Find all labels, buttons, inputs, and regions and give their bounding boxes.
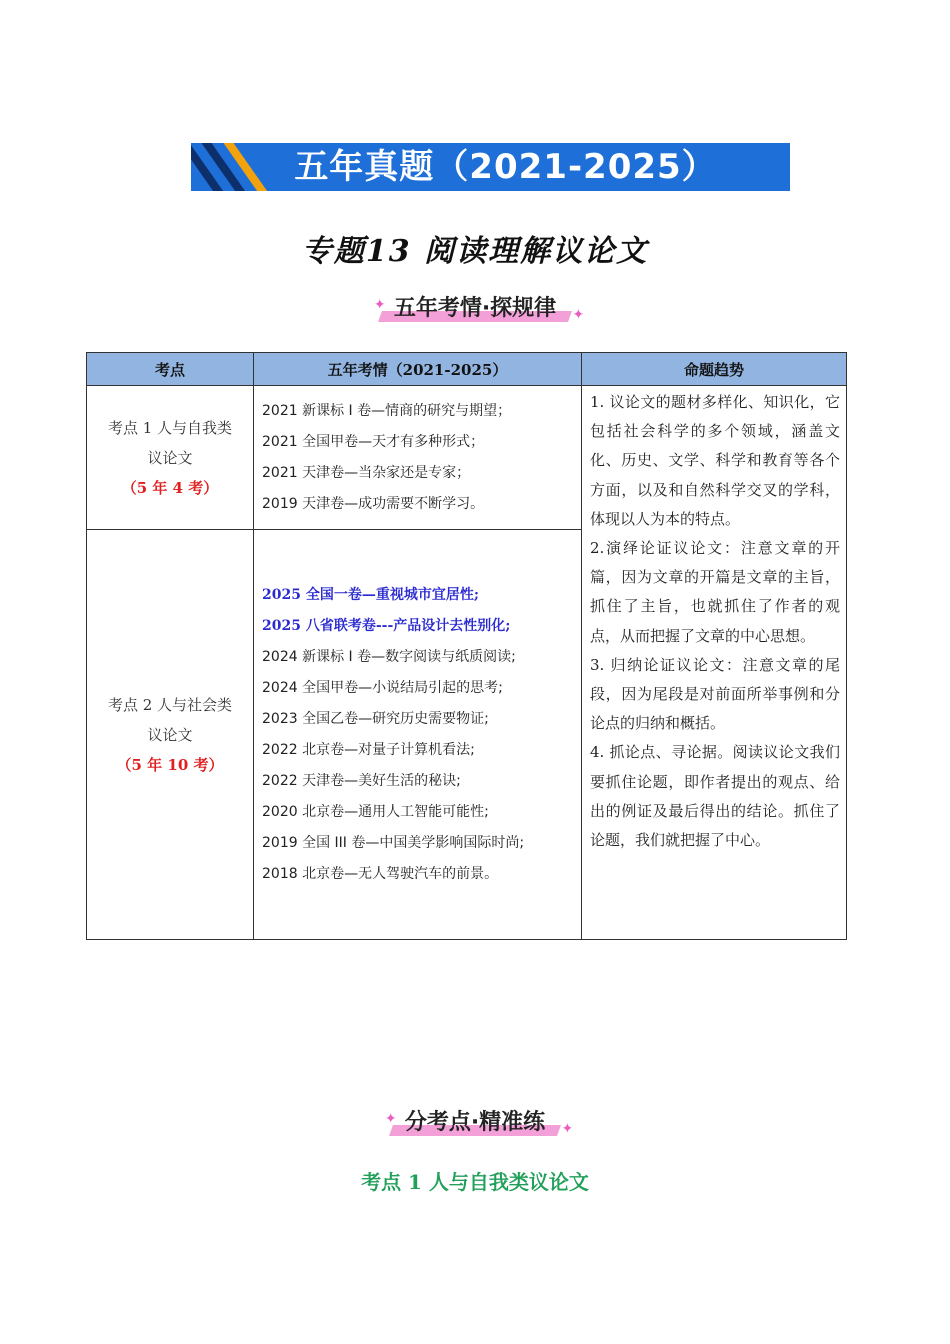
list-item: 2023 全国乙卷—研究历史需要物证; [262,710,489,727]
exam-items-cell [254,386,582,530]
exam-count: （5 年 10 考） [116,755,224,774]
exam-count: （5 年 4 考） [121,478,219,497]
trend-paragraph: 2.演绎论证议论文：注意文章的开篇，因为文章的开篇是文章的主旨，抓住了主旨，也就抓住了作者的观点，从而把握了文章的中心思想。 [590,539,840,645]
list-item: 2021 新课标 I 卷—情商的研究与期望； [262,402,512,419]
list-item: 2018 北京卷—无人驾驶汽车的前景。 [262,865,499,882]
table-row [87,386,847,530]
list-item: 2019 天津卷—成功需要不断学习。 [262,495,485,512]
table-header-row [87,353,847,386]
header-kaoqing: 五年考情（2021-2025） [254,353,582,386]
header-kaodian: 考点 [87,353,254,386]
list-item-highlight: 2025 全国一卷—重视城市宜居性; [262,586,480,603]
trend-paragraph: 1. 议论文的题材多样化、知识化，它包括社会科学的多个领域，涵盖文化、历史、文学、科学和教育等各个方面，以及和自然科学交叉的学科，体现以人为本的特点。 [590,393,840,528]
banner-title: 五年真题（2021-2025） [294,147,717,187]
header-trend: 命题趋势 [582,353,847,386]
list-item: 2021 全国甲卷—天才有多种形式； [262,433,485,450]
trend-cell [582,386,847,940]
page-title: 专题13 阅读理解议论文 [301,234,649,269]
kaodian-1-heading: 考点 1 人与自我类议论文 [361,1170,589,1194]
trend-paragraph: 3. 归纳论证议论文：注意文章的尾段，因为尾段是对前面所举事例和分论点的归纳和概括。 [590,655,840,733]
section-heading-label: ✦ 分考点·精准练 ✦ [391,1108,559,1138]
sparkle-icon: ✦ [561,1121,574,1137]
kaodian-cell: 考点 2 人与社会类 议论文 （5 年 10 考） [87,530,254,940]
list-item: 2024 新课标 I 卷—数字阅读与纸质阅读; [262,648,516,665]
list-item: 2022 北京卷—对量子计算机看法; [262,741,475,758]
list-item: 2019 全国 III 卷—中国美学影响国际时尚; [262,834,525,851]
kaodian-cell: 考点 1 人与自我类 议论文 （5 年 4 考） [87,386,254,530]
list-item-highlight: 2025 八省联考卷---产品设计去性别化; [262,617,511,634]
list-item: 2020 北京卷—通用人工智能可能性; [262,803,489,820]
sparkle-icon: ✦ [384,1111,397,1127]
sparkle-icon: ✦ [373,297,386,313]
list-item: 2021 天津卷—当杂家还是专家； [262,464,471,481]
section-heading-practice [0,1108,950,1138]
section-heading-label: ✦ 五年考情·探规律 ✦ [380,294,570,324]
list-item: 2024 全国甲卷—小说结局引起的思考; [262,679,503,696]
list-item: 2022 天津卷—美好生活的秘诀; [262,772,461,789]
banner [191,143,790,191]
exam-items-cell [254,530,582,940]
sparkle-icon: ✦ [572,307,585,323]
section-heading-overview [0,294,950,324]
trend-paragraph: 4. 抓论点、寻论据。阅读议论文我们要抓住论题，即作者提出的观点、给出的例证及最后得出的结论。抓住了论题，我们就把握了中心。 [590,743,840,850]
exam-table [86,352,847,940]
